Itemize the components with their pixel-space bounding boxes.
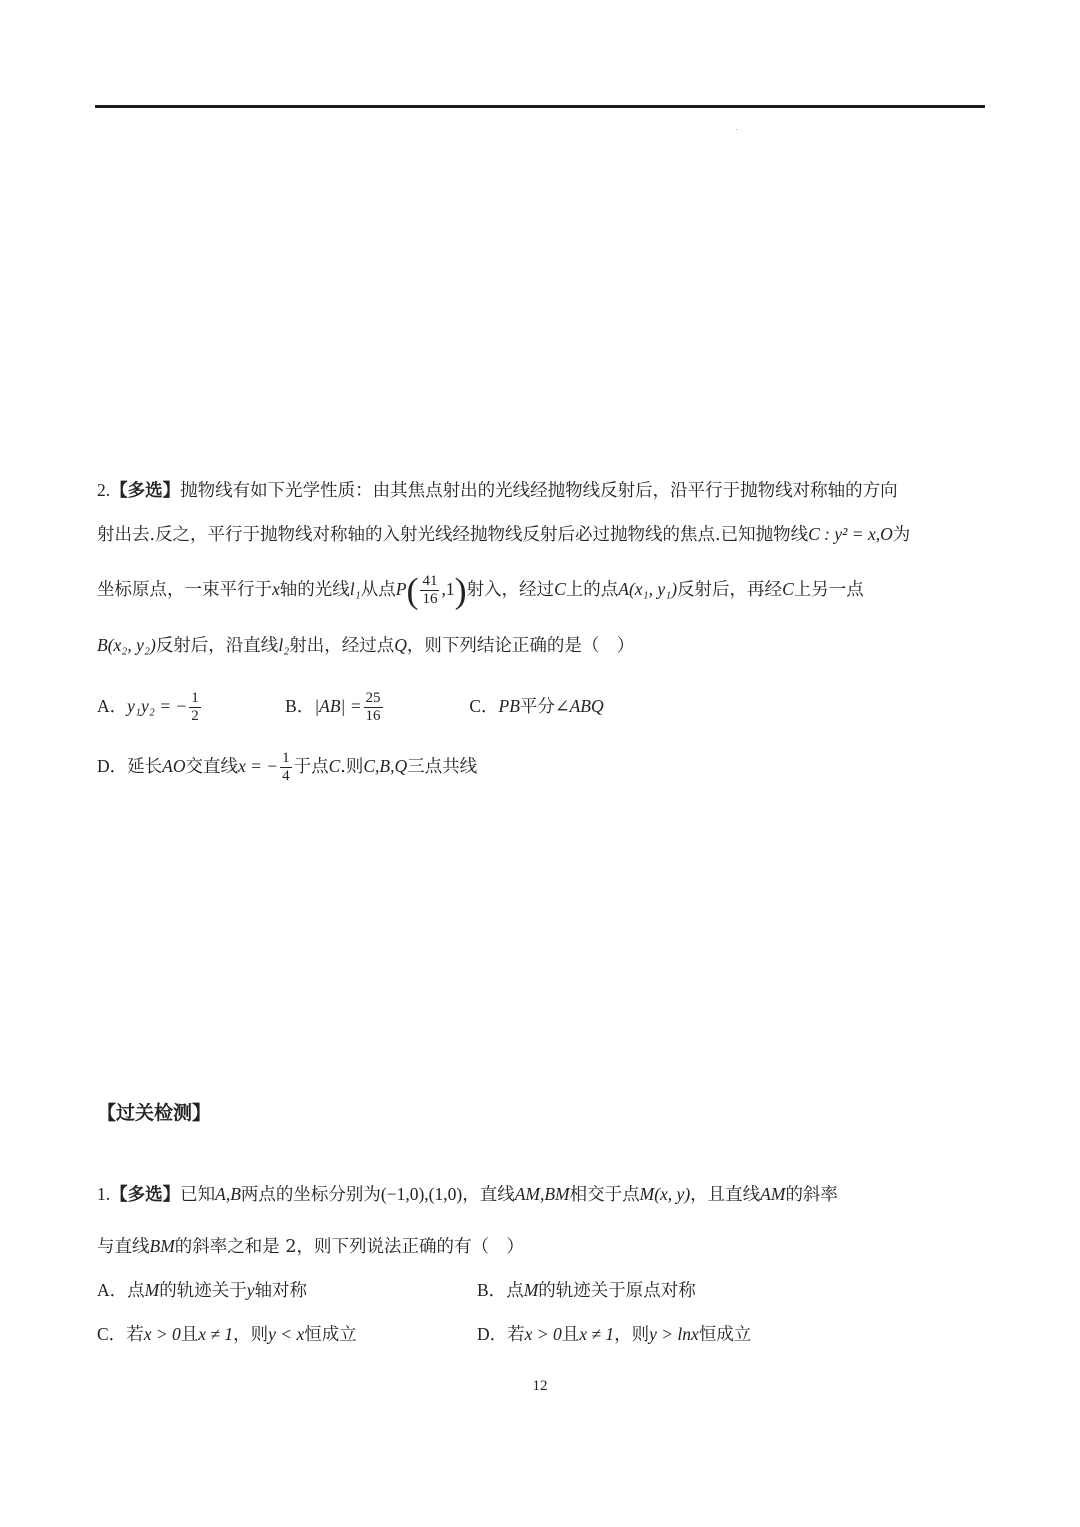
q1-text-a: 已知 <box>180 1185 216 1205</box>
q1-option-A-label: A． <box>97 1280 128 1300</box>
q2-option-D-text-b: 交直线 <box>185 757 238 777</box>
q2-tag: 【多选】 <box>110 481 181 501</box>
q2-P-fraction <box>420 573 439 608</box>
q1-line-BM: BM <box>149 1236 175 1256</box>
q2-number: 2. <box>97 480 111 500</box>
fraction-denominator: 2 <box>191 708 199 724</box>
q2-option-D-text-e: 三点共线 <box>407 757 478 777</box>
q1-option-B <box>477 1281 696 1301</box>
q2-var-C: C <box>554 579 566 599</box>
q1-option-A-text-b: 的轨迹关于 <box>159 1281 247 1301</box>
q2-point-Q: Q <box>394 635 407 655</box>
q2-option-B-math: |AB| = <box>314 696 362 716</box>
q1-option-D-text-b: 且 <box>561 1325 580 1345</box>
q1-option-C-ineq: y < x <box>268 1324 305 1344</box>
q2-option-D-CBQ: C,B,Q <box>363 756 408 776</box>
q1-option-B-text-b: 的轨迹关于原点对称 <box>538 1281 696 1301</box>
fraction-numerator: 41 <box>422 573 438 589</box>
q1-option-D-text-a: 若 <box>507 1325 525 1345</box>
q2-point-A: A(x₁, y₁) <box>618 579 678 599</box>
q1-option-C-text-c: ，则 <box>233 1325 269 1345</box>
q1-coordinates: (−1,0),(1,0) <box>380 1184 463 1204</box>
q1-line-2 <box>97 1232 524 1261</box>
q2-option-B-fraction <box>364 690 383 725</box>
q1-lines-AMBM: AM,BM <box>514 1184 570 1204</box>
q1-option-C-text-b: 且 <box>180 1325 199 1345</box>
q2-var-l1: l₁ <box>349 579 361 599</box>
q2-option-C-text: 平分 <box>519 697 555 717</box>
q1-option-C-text-d: 恒成立 <box>304 1325 357 1345</box>
q2-option-D-text-c: 于点 <box>293 757 329 777</box>
q2-text-3d: 射入，经过 <box>466 580 555 600</box>
fraction-numerator: 25 <box>365 690 381 706</box>
q2-option-A <box>127 686 277 727</box>
q2-text-3a: 坐标原点，一束平行于 <box>97 580 272 600</box>
q1-option-D-cond2: x ≠ 1 <box>579 1324 615 1344</box>
q1-text-d: 相交于点 <box>569 1185 640 1205</box>
q1-point-M: M(x, y) <box>639 1184 691 1204</box>
q2-text-3b: 轴的光线 <box>279 580 350 600</box>
q1-option-B-text-a: 点 <box>506 1281 524 1301</box>
q2-var-x: x <box>272 579 280 599</box>
paren-close: ) <box>454 570 467 611</box>
q2-text-1: 抛物线有如下光学性质：由其焦点射出的光线经抛物线反射后，沿平行于抛物线对称轴的方向 <box>180 481 898 501</box>
q2-option-B <box>314 686 469 727</box>
q1-text-f: 的斜率 <box>785 1185 838 1205</box>
q1-option-D-label: D． <box>477 1324 508 1344</box>
q1-option-B-M: M <box>523 1280 539 1300</box>
q1-line-AM: AM <box>760 1184 786 1204</box>
q2-line-1 <box>97 476 898 505</box>
q2-point-P: P <box>395 579 407 599</box>
q1-text-2b: 的斜率之和是 2，则下列说法正确的有（ ） <box>174 1237 524 1257</box>
q1-option-C-text-a: 若 <box>126 1325 144 1345</box>
q1-points-AB: A,B <box>215 1184 241 1204</box>
q1-text-b: 两点的坐标分别为 <box>240 1185 381 1205</box>
q2-point-B: B(x₂, y₂) <box>97 635 156 655</box>
q1-number: 1. <box>97 1184 111 1204</box>
q2-text-4c: ，则下列结论正确的是（ ） <box>406 636 635 656</box>
q2-option-D-x: x = − <box>237 756 279 776</box>
q2-option-A-label: A． <box>97 696 128 716</box>
q1-option-B-label: B． <box>477 1280 507 1300</box>
q2-option-A-math: y₁y₂ = − <box>127 696 188 716</box>
q1-option-C <box>97 1320 477 1349</box>
q2-option-A-fraction <box>189 690 201 725</box>
q2-line-3 <box>97 568 864 610</box>
q2-text-3g: 上另一点 <box>793 580 864 600</box>
q2-option-B-label: B． <box>285 696 315 716</box>
q1-option-D-cond1: x > 0 <box>524 1324 562 1344</box>
q1-text-2a: 与直线 <box>97 1237 150 1257</box>
paren-open: ( <box>406 570 419 611</box>
section-title: 【过关检测】 <box>97 1102 212 1124</box>
scan-speck: . <box>735 123 738 132</box>
q2-var-l2: l₂ <box>278 635 290 655</box>
q1-option-A-M: M <box>144 1280 160 1300</box>
fraction-numerator: 1 <box>191 690 199 706</box>
q1-option-C-label: C． <box>97 1324 127 1344</box>
q1-option-C-cond2: x ≠ 1 <box>198 1324 234 1344</box>
q1-text-c: ，直线 <box>462 1185 515 1205</box>
fraction-denominator: 4 <box>282 768 290 784</box>
q2-text-3c: 从点 <box>360 580 396 600</box>
q2-option-D-fraction <box>280 750 292 785</box>
q2-P-y: ,1 <box>441 579 455 599</box>
q2-option-D-text-a: 延长 <box>127 757 163 777</box>
q1-option-A-y: y <box>246 1280 255 1300</box>
q2-var-C2: C <box>782 579 794 599</box>
q1-option-C-cond1: x > 0 <box>143 1324 181 1344</box>
q1-text-e: ，且直线 <box>690 1185 761 1205</box>
fraction-denominator: 16 <box>422 591 438 607</box>
q1-option-D-text-d: 恒成立 <box>698 1325 752 1345</box>
q2-option-D-AO: AO <box>162 756 186 776</box>
q2-text-2: 射出去.反之，平行于抛物线对称轴的入射光线经抛物线反射后必过抛物线的焦点.已知抛物线 <box>97 525 809 545</box>
q1-options-ab <box>97 1276 696 1305</box>
q1-option-D-ineq: y > lnx <box>649 1324 699 1344</box>
q2-text-4b: 射出，经过点 <box>289 636 395 656</box>
q2-text-3f: 反射后，再经 <box>677 580 783 600</box>
q1-line-1 <box>97 1180 838 1209</box>
q2-text-4a: 反射后，沿直线 <box>155 636 279 656</box>
q2-text-2-end: 为 <box>892 525 911 545</box>
q1-tag: 【多选】 <box>110 1185 181 1205</box>
q1-option-A <box>97 1276 477 1305</box>
q2-option-D-label: D． <box>97 756 128 776</box>
fraction-numerator: 1 <box>282 750 290 766</box>
q2-parabola-eq: C : y² = x,O <box>808 524 893 544</box>
fraction-denominator: 16 <box>365 708 381 724</box>
q2-line-2 <box>97 520 910 549</box>
q1-option-A-text-a: 点 <box>127 1281 145 1301</box>
q2-option-D <box>97 746 477 786</box>
header-rule <box>95 105 985 108</box>
q1-option-D <box>477 1325 751 1345</box>
q1-option-D-text-c: ，则 <box>614 1325 650 1345</box>
q2-option-D-text-d: .则 <box>340 757 364 777</box>
q2-options-abc <box>97 686 604 726</box>
q2-option-C-angle: ∠ABQ <box>554 696 604 716</box>
q2-option-C-label: C． <box>469 696 499 716</box>
q2-line-4 <box>97 631 634 660</box>
q2-text-3e: 上的点 <box>565 580 619 600</box>
q2-option-C-math: PB <box>498 696 520 716</box>
q1-option-A-text-c: 轴对称 <box>254 1281 307 1301</box>
q2-option-D-C: C <box>328 756 341 776</box>
page-number: 12 <box>532 1378 548 1394</box>
q1-options-cd <box>97 1320 751 1349</box>
